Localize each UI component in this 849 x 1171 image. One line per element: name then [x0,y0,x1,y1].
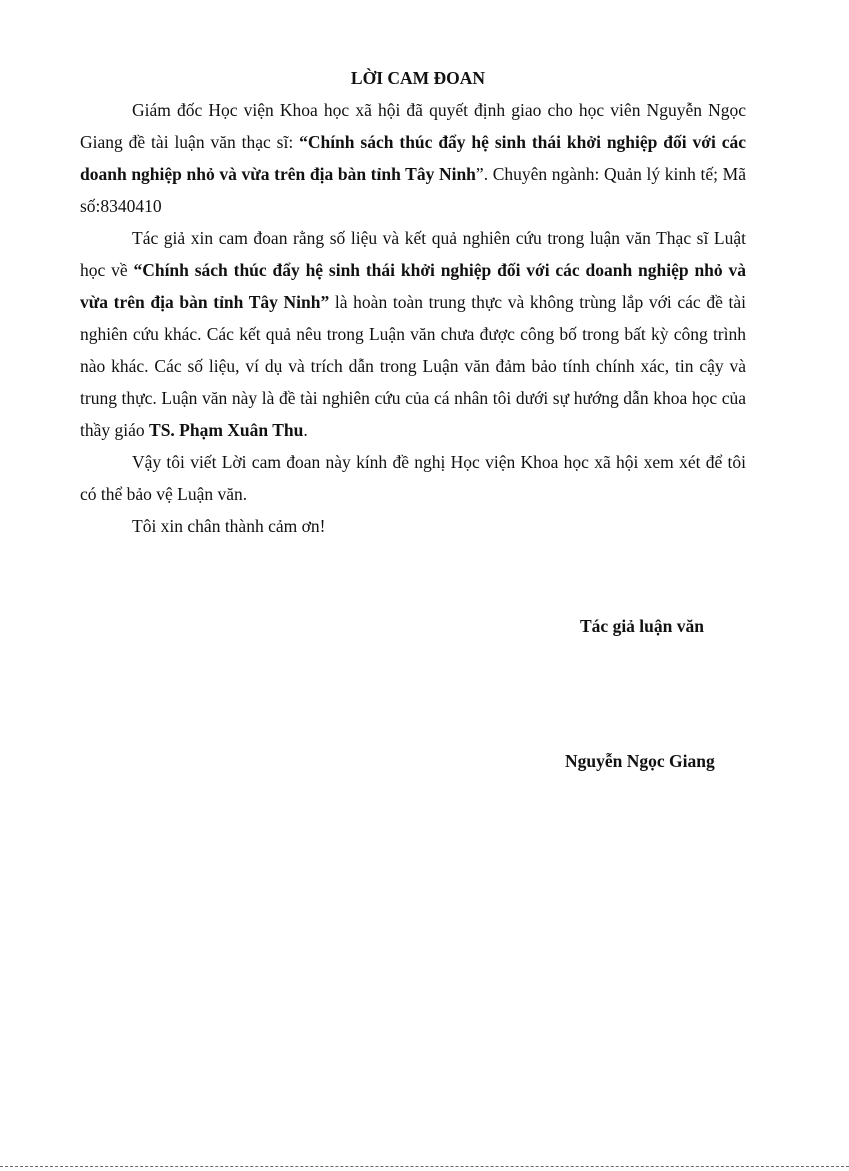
document-title: LỜI CAM ĐOAN [350,68,486,88]
supervisor-name: TS. Phạm Xuân Thu [149,420,304,440]
paragraph-assignment [80,94,746,222]
paragraph-declaration [80,222,746,446]
paragraph-declaration-text-a: Tác giả xin cam đoan rằng số liệu và kết quả nghiên cứu trong luận văn Thạc sĩ Luật học về [80,228,746,280]
paragraph-thanks: Tôi xin chân thành cảm ơn! [132,516,326,536]
paragraph-assignment-text-b: ”. Chuyên ngành: Quản lý kinh tế; Mã số:8340410 [80,164,746,216]
paragraph-request: Vậy tôi viết Lời cam đoan này kính đề nghị Học viện Khoa học xã hội xem xét để tôi có thể bảo vệ Luận văn. [80,452,746,504]
document-body [80,62,746,542]
signature-role: Tác giả luận văn [580,616,704,636]
paragraph-assignment-text-a: Giám đốc Học viện Khoa học xã hội đã quyết định giao cho học viên Nguyễn Ngọc Giang đề tài luận văn thạc sĩ: [80,100,746,152]
page-bottom-divider [0,1166,849,1167]
thesis-title-bold: “Chính sách thúc đẩy hệ sinh thái khởi nghiệp đối với các doanh nghiệp nhỏ và vừa trên địa bàn tỉnh Tây Ninh [80,132,746,184]
paragraph-declaration-text-b: là hoàn toàn trung thực và không trùng lắp với các đề tài nghiên cứu khác. Các kết quả nêu trong Luận văn chưa được công bố trong bất kỳ công trình nào khác. Các số liệu, ví dụ và trích dẫn trong Luận văn đảm bảo tính chính xác, tin cậy và trung thực. Luận văn này là đề tài nghiên cứu của cá nhân tôi dưới sự hướng dẫn khoa học của thầy giáo [80,292,747,440]
thesis-title-bold-2: “Chính sách thúc đẩy hệ sinh thái khởi nghiệp đối với các doanh nghiệp nhỏ và vừa trên địa bàn tỉnh Tây Ninh” [80,260,746,312]
paragraph-declaration-text-c: . [303,420,308,440]
signature-name: Nguyễn Ngọc Giang [565,751,715,771]
